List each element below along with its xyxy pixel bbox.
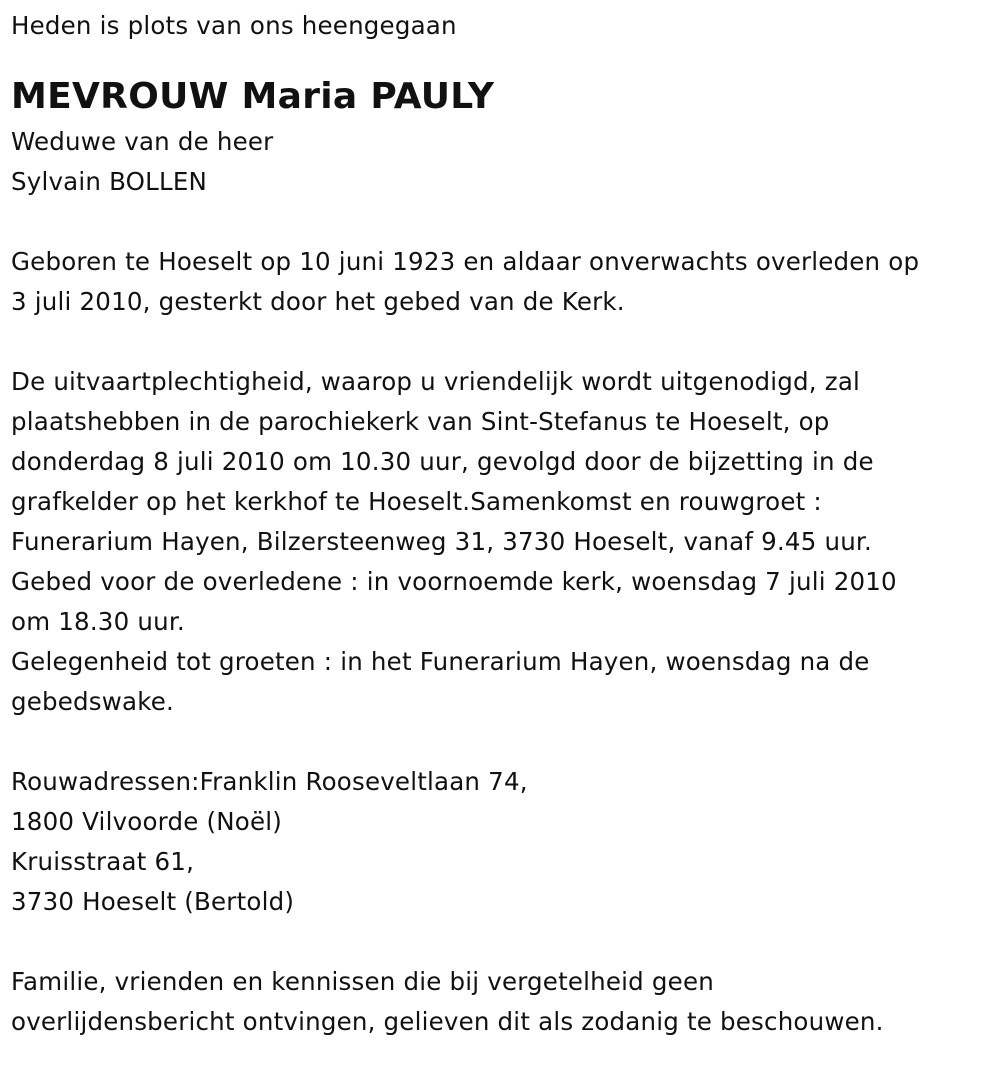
spouse-line: Sylvain BOLLEN — [11, 167, 208, 196]
paragraph-line: Familie, vrienden en kennissen die bij vergetelheid geen — [11, 967, 714, 996]
paragraph-line: Funerarium Hayen, Bilzersteenweg 31, 3730 Hoeselt, vanaf 9.45 uur. — [11, 527, 872, 556]
paragraph-line: 3 juli 2010, gesterkt door het gebed van de Kerk. — [11, 287, 625, 316]
paragraph-line: grafkelder op het kerkhof te Hoeselt.Samenkomst en rouwgroet : — [11, 487, 822, 516]
paragraph-line: gebedswake. — [11, 687, 174, 716]
spouse-line: Weduwe van de heer — [11, 127, 274, 156]
paragraph-line: Gebed voor de overledene : in voornoemde kerk, woensdag 7 juli 2010 — [11, 567, 897, 596]
address-line: Kruisstraat 61, — [11, 847, 195, 876]
paragraph-line: Geboren te Hoeselt op 10 juni 1923 en aldaar onverwachts overleden op — [11, 247, 920, 276]
paragraph-line: Gelegenheid tot groeten : in het Funerarium Hayen, woensdag na de — [11, 647, 870, 676]
address-line: 1800 Vilvoorde (Noël) — [11, 807, 283, 836]
paragraph-line: om 18.30 uur. — [11, 607, 185, 636]
spacer — [11, 922, 991, 962]
birth-death-paragraph — [11, 242, 991, 322]
deceased-name: MEVROUW Maria PAULY — [11, 76, 495, 117]
spouse-block — [11, 122, 991, 202]
closing-paragraph — [11, 962, 991, 1042]
spacer — [11, 322, 991, 362]
spacer — [11, 202, 991, 242]
ceremony-paragraph — [11, 362, 991, 722]
paragraph-line: plaatshebben in de parochiekerk van Sint-Stefanus te Hoeselt, op — [11, 407, 830, 436]
paragraph-line: overlijdensbericht ontvingen, gelieven dit als zodanig te beschouwen. — [11, 1007, 884, 1036]
address-line: Rouwadressen:Franklin Rooseveltlaan 74, — [11, 767, 528, 796]
mourning-addresses — [11, 762, 991, 922]
paragraph-line: De uitvaartplechtigheid, waarop u vriendelijk wordt uitgenodigd, zal — [11, 367, 861, 396]
spacer — [11, 722, 991, 762]
address-line: 3730 Hoeselt (Bertold) — [11, 887, 295, 916]
death-notice — [11, 6, 991, 1042]
intro-text: Heden is plots van ons heengegaan — [11, 11, 457, 40]
paragraph-line: donderdag 8 juli 2010 om 10.30 uur, gevolgd door de bijzetting in de — [11, 447, 874, 476]
